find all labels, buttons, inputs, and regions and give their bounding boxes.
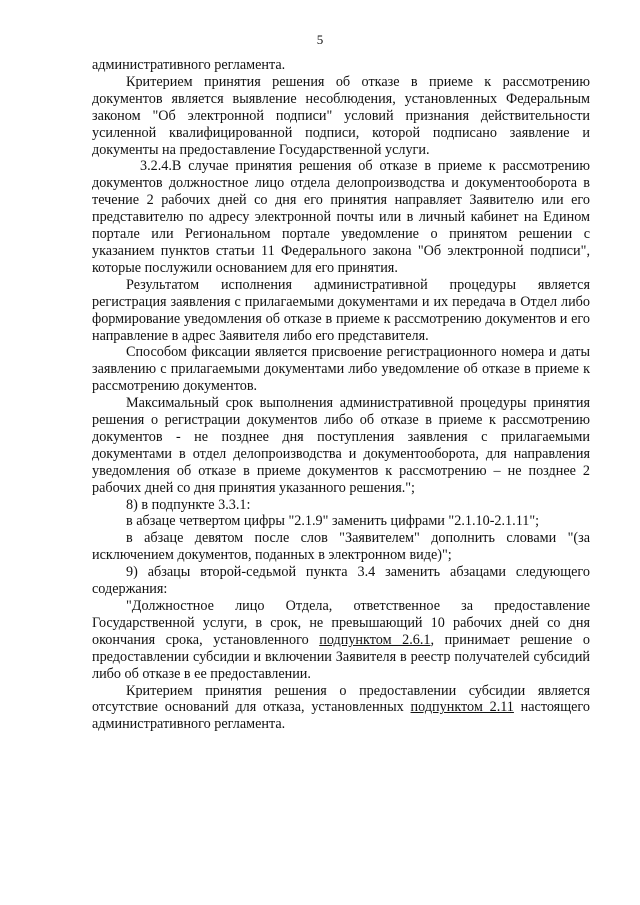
paragraph — [92, 683, 590, 734]
paragraph: в абзаце девятом после слов "Заявителем" дополнить словами "(за исключением документов, поданных в электронном виде)"; — [92, 530, 590, 564]
paragraph: Критерием принятия решения об отказе в приеме к рассмотрению документов является выявление несоблюдения, установленных Федеральным законом "Об электронной подписи" условий признания действительности усиленной квалифицированной подписи, которой подписано заявление и документы на предоставление Государственной услуги. — [92, 73, 590, 158]
paragraph: административного регламента. — [92, 57, 286, 73]
paragraph-text: , принимает решение о предоставлении субсидии и включении Заявителя в реестр получателей субсидий либо об отказе в ее предоставлении. — [92, 631, 591, 682]
paragraph: Максимальный срок выполнения административной процедуры принятия решения о регистрации документов либо об отказе в приеме к рассмотрению документов - не позднее дня поступления заявления с прилагаемыми документами в отдел делопроизводства и документооборота, для направления уведомления об отказе в приеме документов к рассмотрению – не позднее 2 рабочих дней со дня принятия указанного решения."; — [92, 395, 590, 496]
paragraph: Результатом исполнения административной процедуры является регистрация заявления с прилагаемыми документами и их передача в Отдел либо формирование уведомления об отказе в приеме к рассмотрению документов и его направление в адрес Заявителя либо его представителя. — [92, 276, 590, 344]
paragraph: 9) абзацы второй-седьмой пункта 3.4 заменить абзацами следующего содержания: — [92, 564, 590, 598]
paragraph-text: Критерием принятия решения о предоставлении субсидии является отсутствие оснований для отказа, установленных — [92, 682, 590, 716]
paragraph-text: "Должностное лицо Отдела, ответственное за предоставление Государственной услуги, в срок, не превышающий 10 рабочих дней со дня окончания срока, установленного — [92, 598, 590, 648]
paragraph-text: настоящего административного регламента. — [92, 699, 590, 733]
paragraph: 3.2.4.В случае принятия решения об отказе в приеме к рассмотрению документов должностное лицо отдела делопроизводства и документооборота в течение 2 рабочих дней со дня его принятия направляет Заявителю или его представителю по адресу электронной почты или в личный кабинет на Едином портале или Региональном портале уведомление о принятом решении с указанием пунктов статьи 11 Федерального закона "Об электронной подписи", которые послужили основанием для его принятия. — [92, 158, 590, 276]
paragraph — [92, 598, 590, 683]
page-number: 5 — [316, 32, 324, 47]
document-body — [92, 57, 590, 733]
subclause-link[interactable]: подпунктом 2.11 — [410, 699, 514, 716]
paragraph: 8) в подпункте 3.3.1: — [126, 496, 251, 513]
paragraph: Способом фиксации является присвоение регистрационного номера и даты заявлению с прилагаемыми документами либо уведомление об отказе в приеме к рассмотрению документов. — [92, 344, 590, 395]
paragraph: в абзаце четвертом цифры "2.1.9" заменить цифрами "2.1.10-2.1.11"; — [126, 513, 540, 530]
subclause-link[interactable]: подпунктом 2.6.1 — [319, 631, 431, 648]
